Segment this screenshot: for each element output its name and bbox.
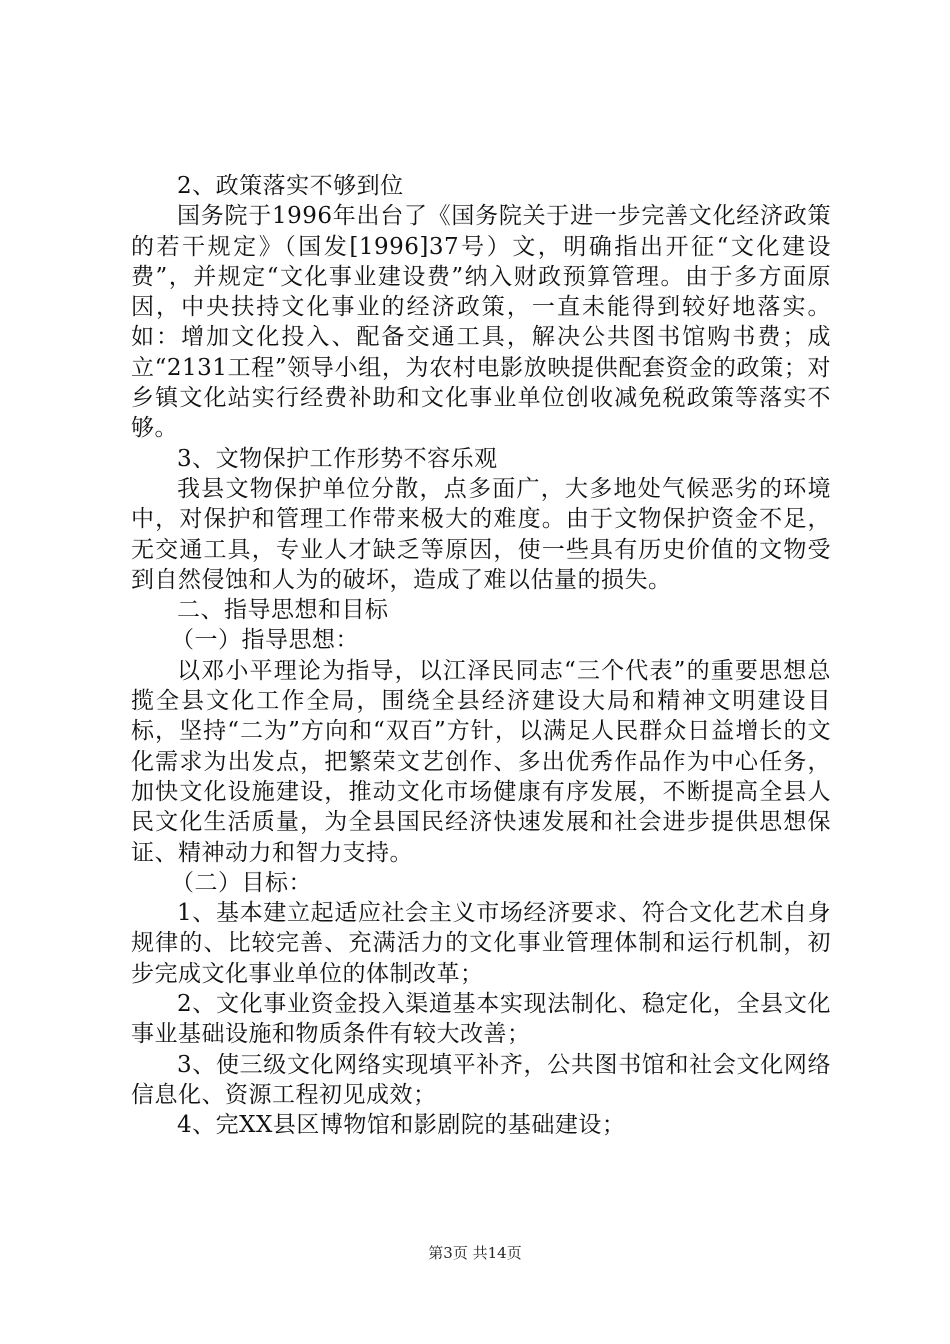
page-number-footer: 第3页 共14页 — [428, 1244, 522, 1262]
relics-paragraph: 我县文物保护单位分散，点多面广，大多地处气候恶劣的环境中，对保护和管理工作带来极大的难度。由于文物保护资金不足，无交通工具，专业人才缺乏等原因，使一些具有历史价值的文物受到自然侵蚀和人为的破坏，造成了难以估量的损失。 — [131, 475, 831, 593]
section-2-heading: 二、指导思想和目标 — [177, 597, 389, 624]
guiding-thought-paragraph: 以邓小平理论为指导，以江泽民同志“三个代表”的重要思想总揽全县文化工作全局，围绕全县经济建设大局和精神文明建设目标，坚持“二为”方向和“双百”方针，以满足人民群众日益增长的文化需求为出发点，把繁荣文艺创作、多出优秀作品作为中心任务，加快文化设施建设，推动文化市场健康有序发展，不断提高全县人民文化生活质量，为全县国民经济快速发展和社会进步提供思想保证、精神动力和智力支持。 — [131, 657, 831, 866]
goal-item-3: 3、使三级文化网络实现填平补齐，公共图书馆和社会文化网络信息化、资源工程初见成效； — [131, 1051, 831, 1108]
goal-item-2: 2、文化事业资金投入渠道基本实现法制化、稳定化，全县文化事业基础设施和物质条件有较大改善； — [131, 991, 831, 1048]
goals-heading: （二）目标： — [171, 869, 312, 896]
document-body — [131, 171, 831, 1141]
relics-heading: 3、文物保护工作形势不容乐观 — [177, 445, 498, 472]
policy-heading: 2、政策落实不够到位 — [177, 173, 404, 199]
goal-item-1: 1、基本建立起适应社会主义市场经济要求、符合文化艺术自身规律的、比较完善、充满活力的文化事业管理体制和运行机制，初步完成文化事业单位的体制改革； — [131, 900, 831, 987]
goal-item-4: 4、完XX县区博物馆和影剧院的基础建设； — [177, 1112, 626, 1139]
policy-paragraph: 国务院于1996年出台了《国务院关于进一步完善文化经济政策的若干规定》（国发[1996]37号）文，明确指出开征“文化建设费”，并规定“文化事业建设费”纳入财政预算管理。由于多方面原因，中央扶持文化事业的经济政策，一直未能得到较好地落实。如：增加文化投入、配备交通工具，解决公共图书馆购书费；成立“2131工程”领导小组，为农村电影放映提供配套资金的政策；对乡镇文化站实行经费补助和文化事业单位创收减免税政策等落实不够。 — [131, 203, 831, 442]
guiding-thought-heading: （一）指导思想： — [171, 627, 359, 654]
